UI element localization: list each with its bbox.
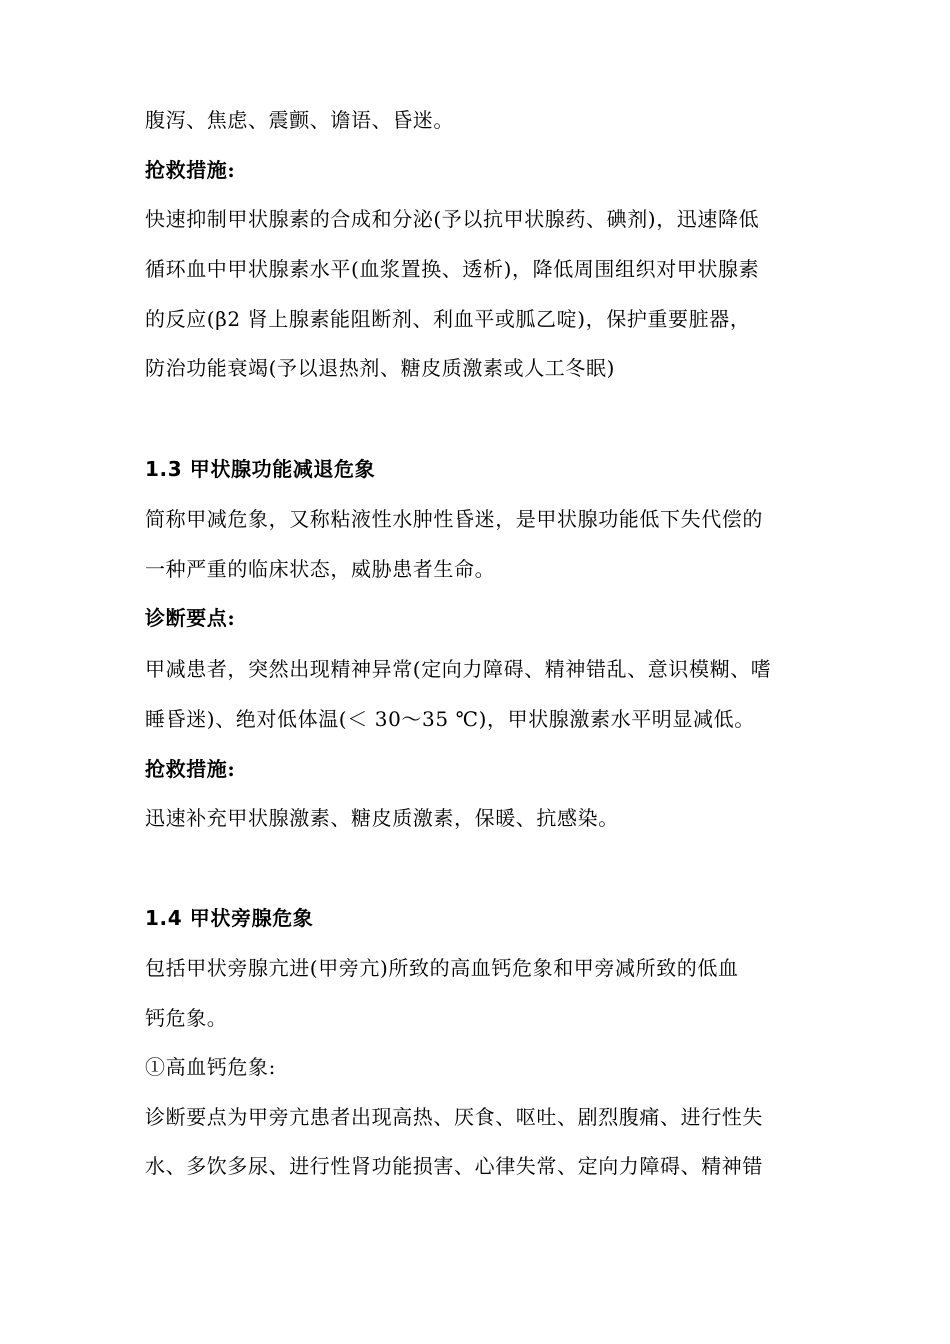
body-text-line: 诊断要点为甲旁亢患者出现高热、厌食、呕吐、剧烈腹痛、进行性失: [145, 1105, 763, 1129]
section-heading-1-4: 1.4 甲状旁腺危象: [145, 906, 314, 930]
rescue-measures-title: 抢救措施:: [145, 757, 236, 781]
body-text-line: 迅速补充甲状腺激素、糖皮质激素，保暖、抗感染。: [145, 806, 619, 830]
body-text-line: 甲减患者，突然出现精神异常(定向力障碍、精神错乱、意识模糊、嗜: [145, 657, 772, 681]
subsection-title: ①高血钙危象:: [145, 1055, 276, 1079]
body-text-line: 一种严重的临床状态，威胁患者生命。: [145, 557, 496, 581]
body-text-line: 腹泻、焦虑、震颤、谵语、昏迷。: [145, 108, 454, 132]
body-text-line: 循环血中甲状腺素水平(血浆置换、透析)，降低周围组织对甲状腺素: [145, 257, 760, 281]
body-text-line: 水、多饮多尿、进行性肾功能损害、心律失常、定向力障碍、精神错: [145, 1154, 763, 1178]
body-text-line: 睡昏迷)、绝对低体温(＜ 30～35 ℃)，甲状腺激素水平明显减低。: [145, 707, 755, 731]
section-heading-1-3: 1.3 甲状腺功能减退危象: [145, 457, 376, 481]
body-text-line: 钙危象。: [145, 1006, 228, 1030]
body-text-line: 简称甲减危象，又称粘液性水肿性昏迷，是甲状腺功能低下失代偿的: [145, 507, 763, 531]
body-text-line: 快速抑制甲状腺素的合成和分泌(予以抗甲状腺药、碘剂)，迅速降低: [145, 207, 760, 231]
body-text-line: 的反应(β2 肾上腺素能阻断剂、利血平或胍乙啶)，保护重要脏器，: [145, 307, 751, 331]
rescue-measures-title: 抢救措施:: [145, 158, 236, 182]
body-text-line: 防治功能衰竭(予以退热剂、糖皮质激素或人工冬眠): [145, 356, 616, 380]
diagnosis-title: 诊断要点:: [145, 606, 236, 630]
body-text-line: 包括甲状旁腺亢进(甲旁亢)所致的高血钙危象和甲旁减所致的低血: [145, 956, 739, 980]
